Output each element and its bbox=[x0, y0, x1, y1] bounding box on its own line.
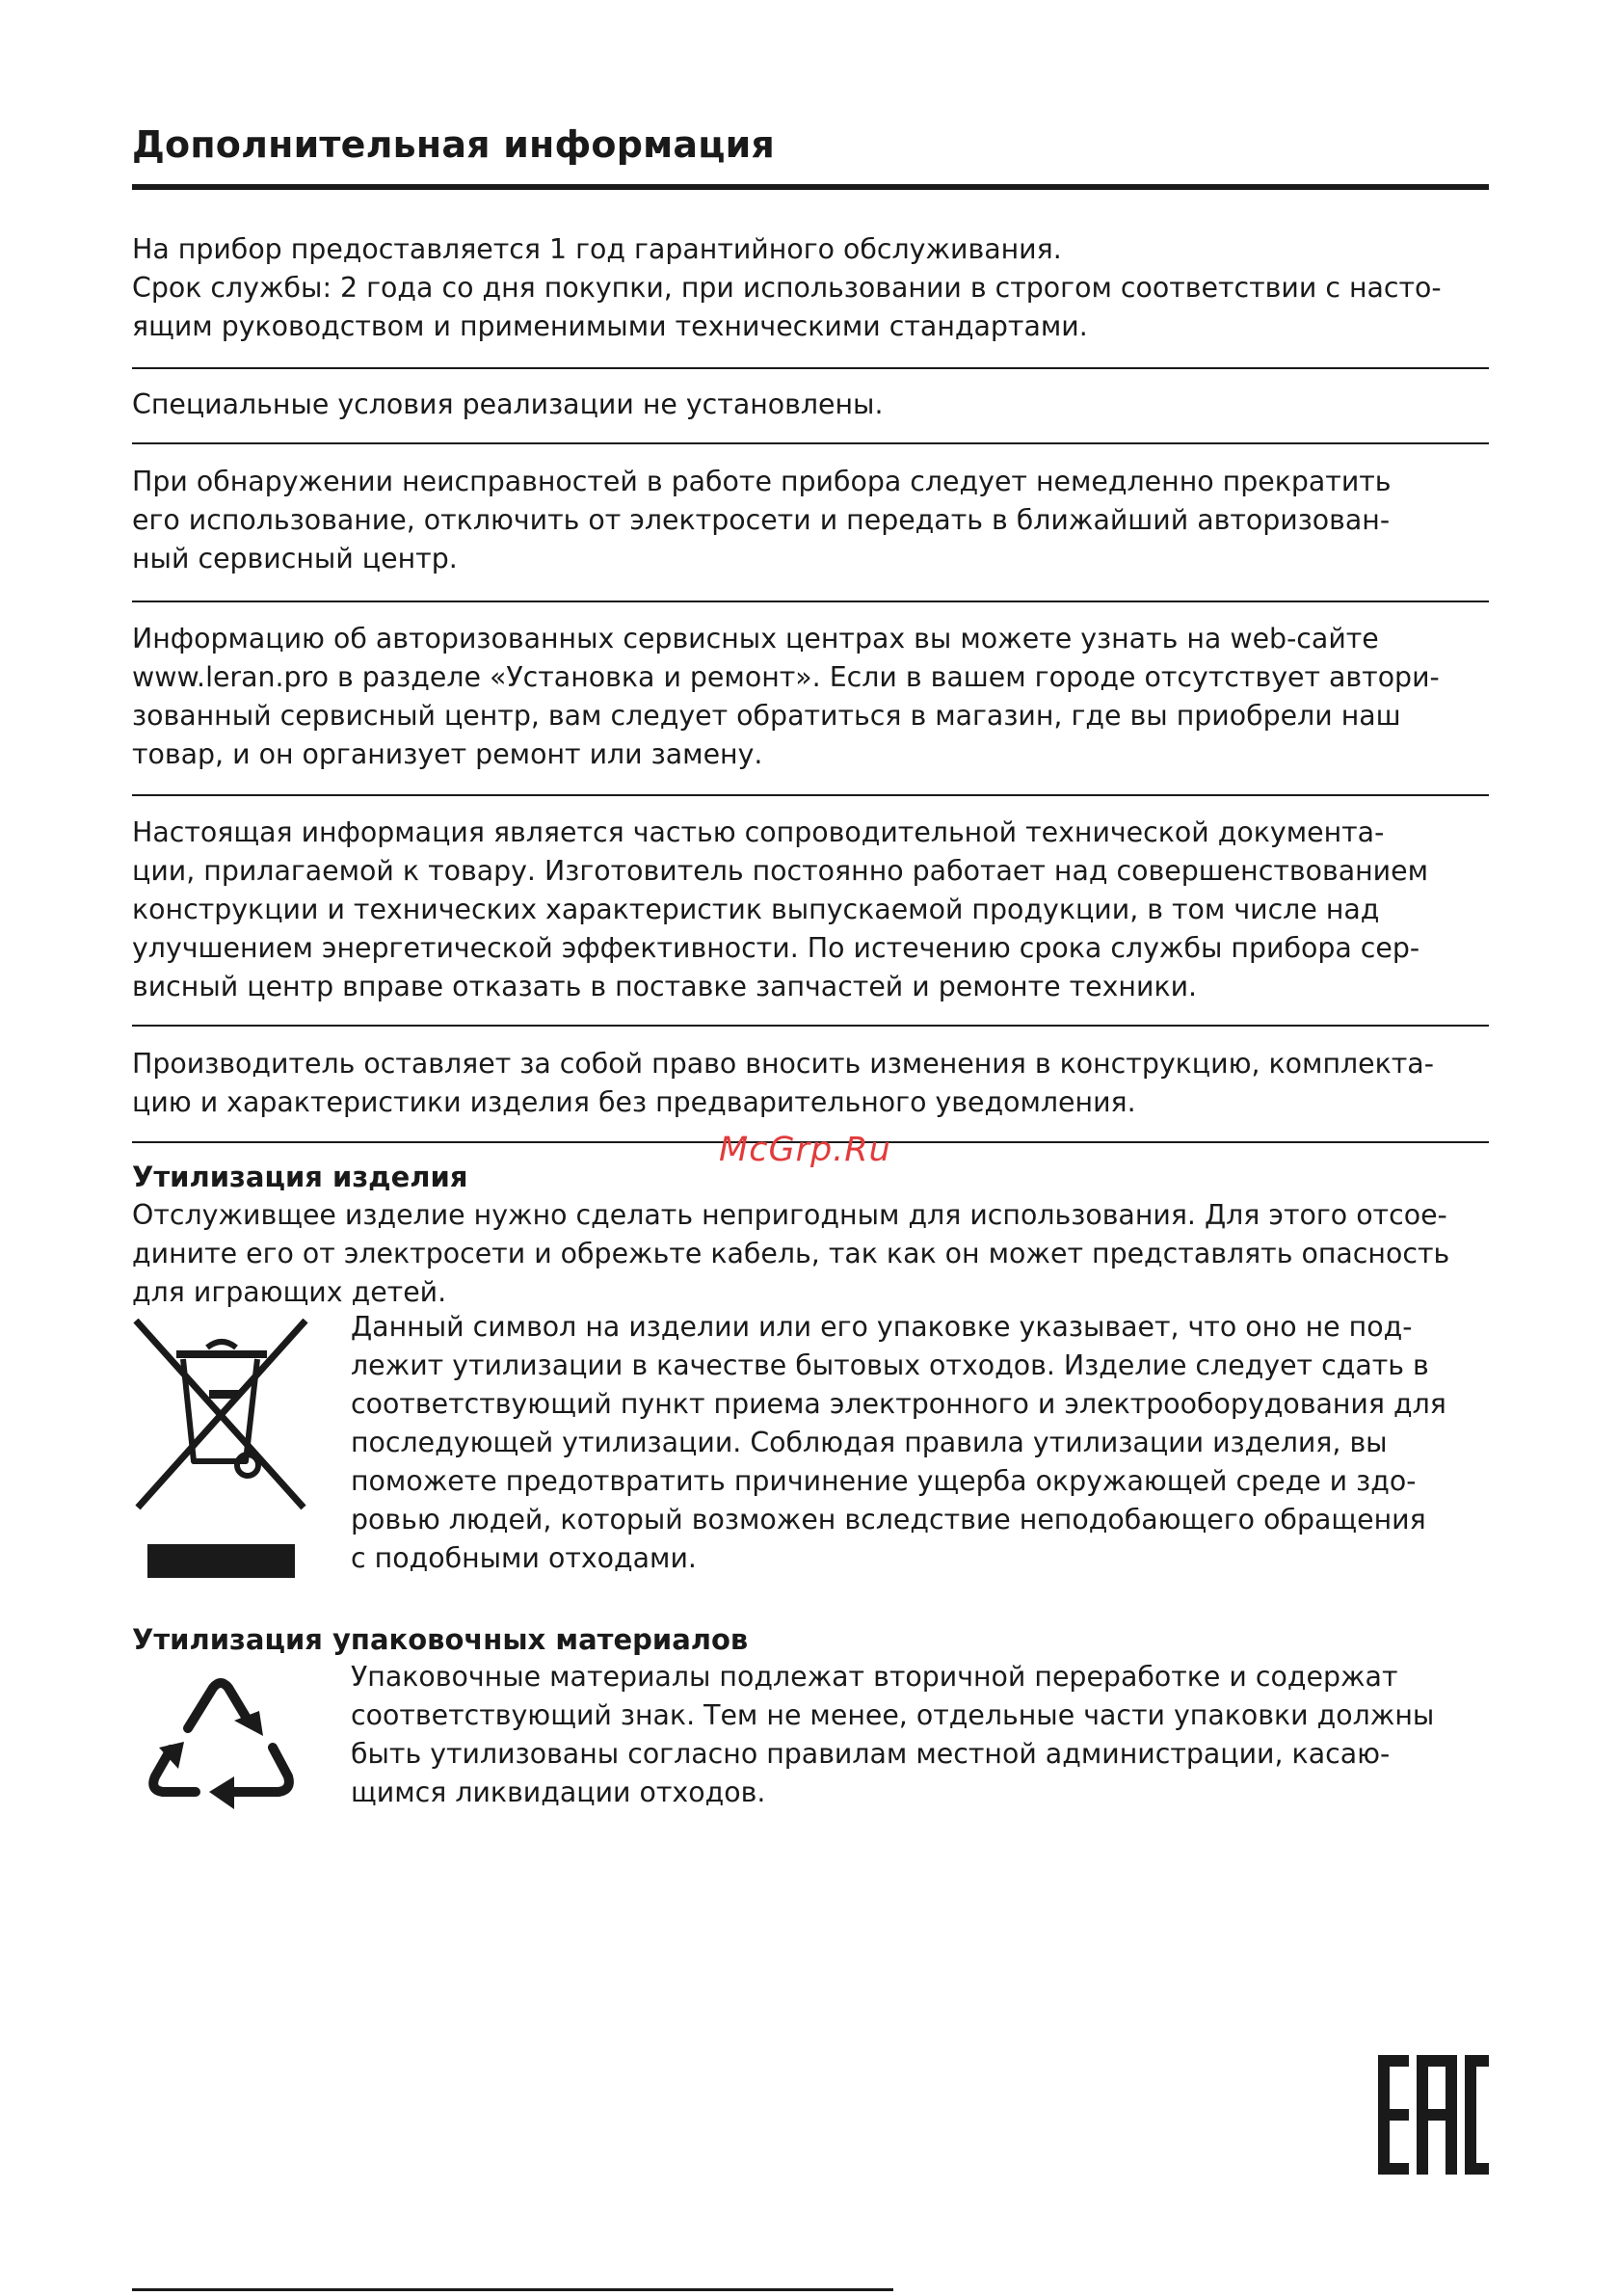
text-line: последующей утилизации. Соблюдая правила утилизации изделия, вы bbox=[351, 1427, 1388, 1458]
malfunction-paragraph bbox=[132, 463, 1489, 578]
section-divider bbox=[132, 367, 1489, 369]
text-line: с подобными отходами. bbox=[351, 1542, 697, 1574]
text-line: На прибор предоставляется 1 год гарантийного обслуживания. bbox=[132, 233, 1062, 265]
title-divider bbox=[132, 184, 1489, 190]
section-divider bbox=[132, 1025, 1489, 1027]
watermark: McGrp.Ru bbox=[719, 1131, 891, 1169]
page-title: Дополнительная информация bbox=[132, 123, 775, 166]
documentation-paragraph bbox=[132, 814, 1489, 1006]
text-line: Данный символ на изделии или его упаковке указывает, что оно не под- bbox=[351, 1311, 1413, 1343]
text-line: Срок службы: 2 года со дня покупки, при использовании в строгом соответствии с насто- bbox=[132, 272, 1442, 304]
text-line: www.leran.pro в разделе «Установка и ремонт». Если в вашем городе отсутствует автори- bbox=[132, 661, 1440, 693]
text-line: дините его от электросети и обрежьте кабель, так как он может представлять опасность bbox=[132, 1238, 1450, 1269]
crossed-out-wheelie-bin-icon bbox=[132, 1319, 311, 1581]
eac-certification-icon bbox=[1378, 2055, 1489, 2175]
disposal-heading: Утилизация изделия bbox=[132, 1161, 468, 1193]
text-line: соответствующий пункт приема электронного и электрооборудования для bbox=[351, 1388, 1446, 1420]
packaging-heading: Утилизация упаковочных материалов bbox=[132, 1623, 749, 1656]
text-line: ный сервисный центр. bbox=[132, 543, 458, 574]
recycling-triangle-icon bbox=[146, 1672, 296, 1817]
text-line: поможете предотвратить причинение ущерба окружающей среде и здо- bbox=[351, 1465, 1417, 1497]
packaging-text bbox=[351, 1658, 1489, 1812]
text-line: щимся ликвидации отходов. bbox=[351, 1776, 766, 1808]
text-line: быть утилизованы согласно правилам местной администрации, касаю- bbox=[351, 1738, 1391, 1770]
text-line: зованный сервисный центр, вам следует обратиться в магазин, где вы приобрели наш bbox=[132, 700, 1401, 732]
text-line: Отслуживщее изделие нужно сделать непригодным для использования. Для этого отсое- bbox=[132, 1199, 1447, 1231]
text-line: его использование, отключить от электросети и передать в ближайший авторизован- bbox=[132, 504, 1391, 536]
text-line: Информацию об авторизованных сервисных центрах вы можете узнать на web-сайте bbox=[132, 623, 1379, 654]
text-line: ровью людей, который возможен вследствие неподобающего обращения bbox=[351, 1504, 1426, 1535]
manufacturer-rights-paragraph bbox=[132, 1045, 1489, 1122]
disposal-text bbox=[351, 1308, 1489, 1578]
text-line: ции, прилагаемой к товару. Изготовитель постоянно работает над совершенствованием bbox=[132, 855, 1429, 887]
text-line: для играющих детей. bbox=[132, 1276, 447, 1308]
text-line: товар, и он организует ремонт или замену. bbox=[132, 738, 763, 770]
section-divider bbox=[132, 794, 1489, 796]
text-line: ящим руководством и применимыми техническими стандартами. bbox=[132, 310, 1088, 342]
text-line: Настоящая информация является частью сопроводительной технической документа- bbox=[132, 816, 1385, 848]
text-line: Производитель оставляет за собой право вносить изменения в конструкцию, комплекта- bbox=[132, 1048, 1434, 1080]
warranty-paragraph bbox=[132, 230, 1489, 346]
section-divider bbox=[132, 601, 1489, 602]
text-line: При обнаружении неисправностей в работе прибора следует немедленно прекратить bbox=[132, 466, 1392, 497]
text-line: соответствующий знак. Тем не менее, отдельные части упаковки должны bbox=[351, 1699, 1435, 1731]
text-line: Упаковочные материалы подлежат вторичной переработке и содержат bbox=[351, 1661, 1398, 1693]
page-footer-line bbox=[132, 2288, 893, 2291]
text-line: конструкции и технических характеристик выпускаемой продукции, в том числе над bbox=[132, 894, 1380, 925]
disposal-intro bbox=[132, 1196, 1489, 1312]
text-line: Специальные условия реализации не установлены. bbox=[132, 388, 884, 420]
text-line: цию и характеристики изделия без предварительного уведомления. bbox=[132, 1086, 1136, 1118]
text-line: лежит утилизации в качестве бытовых отходов. Изделие следует сдать в bbox=[351, 1349, 1429, 1381]
text-line: улучшением энергетической эффективности. По истечению срока службы прибора сер- bbox=[132, 932, 1420, 964]
section-divider bbox=[132, 442, 1489, 444]
service-centers-paragraph bbox=[132, 620, 1489, 774]
text-line: висный центр вправе отказать в поставке запчастей и ремонте техники. bbox=[132, 971, 1198, 1002]
sales-conditions-paragraph bbox=[132, 386, 1489, 424]
